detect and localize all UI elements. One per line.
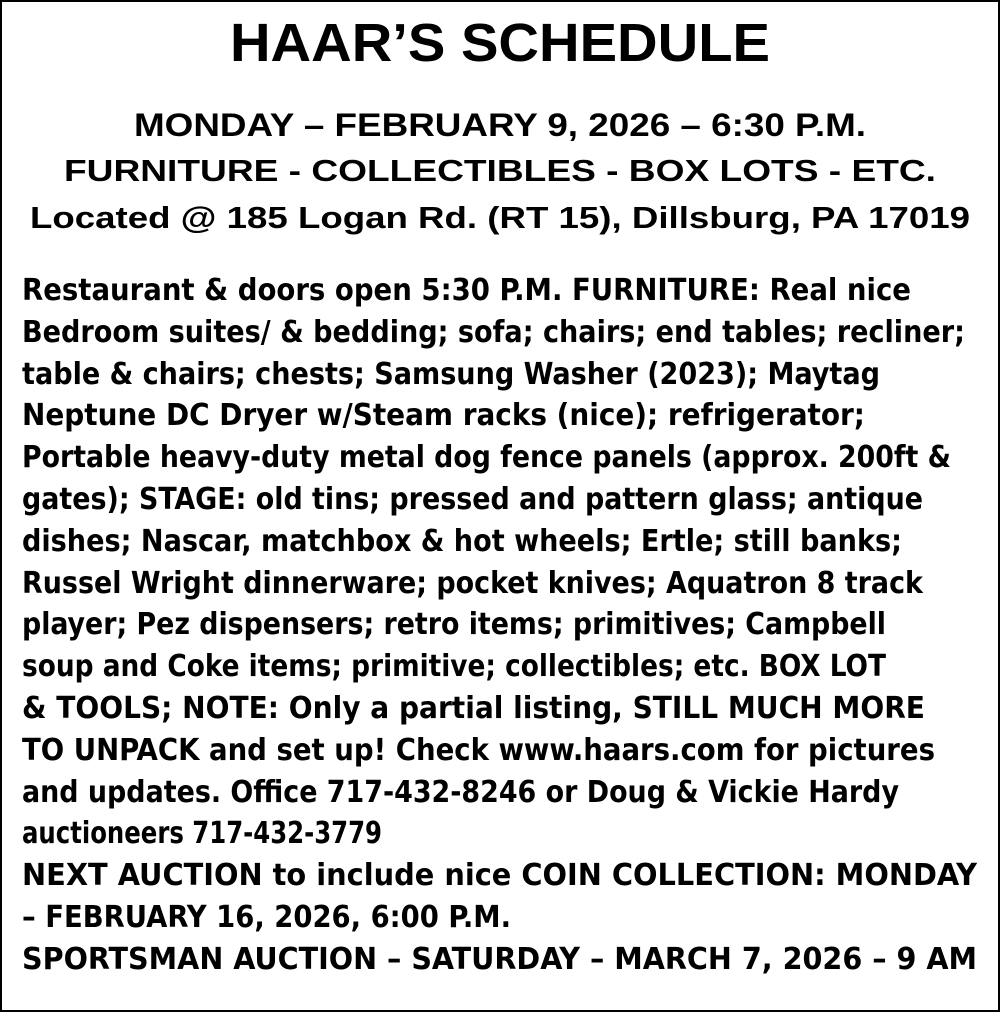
- listing-line: dishes; Nascar, matchbox & hot wheels; Ertle; still banks;: [22, 523, 902, 559]
- listing-line: and updates. Office 717-432-8246 or Doug & Vickie Hardy: [22, 774, 899, 810]
- sportsman-auction-line: SPORTSMAN AUCTION – SATURDAY – MARCH 7, 2026 – 9 AM: [22, 941, 977, 977]
- auction-date-line: MONDAY – FEBRUARY 9, 2026 – 6:30 P.M.: [134, 107, 866, 143]
- listing-line: Russel Wright dinnerware; pocket knives; Aquatron 8 track: [22, 565, 923, 601]
- category-line: FURNITURE - COLLECTIBLES - BOX LOTS - ETC.: [63, 153, 936, 188]
- listing-line: gates); STAGE: old tins; pressed and pattern glass; antique: [22, 481, 924, 517]
- listing-line: table & chairs; chests; Samsung Washer (2023); Maytag: [22, 356, 880, 392]
- listing-line: Restaurant & doors open 5:30 P.M. FURNITURE: Real nice: [22, 273, 911, 308]
- next-auction-line: – FEBRUARY 16, 2026, 6:00 P.M.: [22, 899, 511, 935]
- next-auction-line: NEXT AUCTION to include nice COIN COLLECTION: MONDAY: [22, 858, 978, 894]
- listing-line: & TOOLS; NOTE: Only a partial listing, STILL MUCH MORE: [22, 690, 925, 726]
- listing-line: player; Pez dispensers; retro items; primitives; Campbell: [22, 607, 886, 643]
- listing-line: auctioneers 717-432-3779: [22, 816, 383, 852]
- listing-line: Portable heavy-duty metal dog fence panels (approx. 200ft &: [22, 440, 951, 476]
- listing-line: Bedroom suites/ & bedding; sofa; chairs; end tables; recliner;: [22, 314, 965, 350]
- ad-title: HAAR’S SCHEDULE: [229, 13, 771, 73]
- location-line: Located @ 185 Logan Rd. (RT 15), Dillsburg, PA 17019: [29, 200, 971, 235]
- listing-line: Neptune DC Dryer w/Steam racks (nice); refrigerator;: [22, 398, 865, 434]
- listing-line: TO UNPACK and set up! Check www.haars.com for pictures: [22, 732, 935, 768]
- listing-body: [22, 270, 986, 981]
- listing-line: soup and Coke items; primitive; collectibles; etc. BOX LOT: [22, 649, 886, 685]
